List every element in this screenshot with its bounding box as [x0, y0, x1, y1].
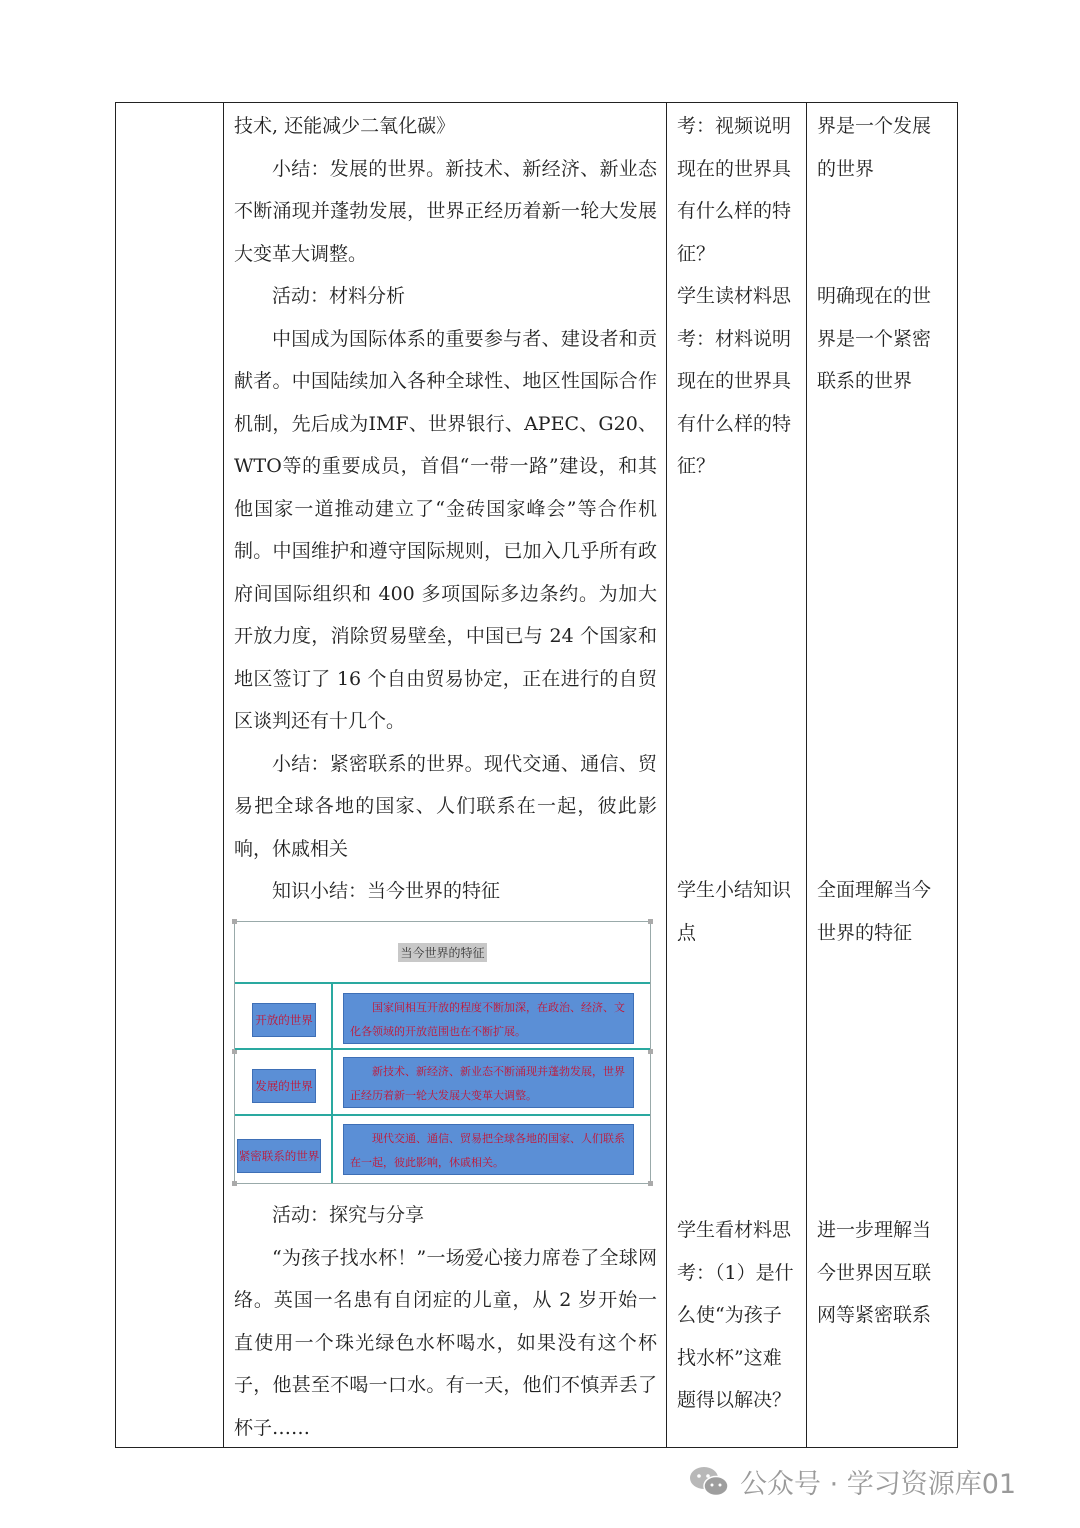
- summary-paragraph: 小结：紧密联系的世界。现代交通、通信、贸易把全球各地的国家、人们联系在一起，彼此影响，休戚相关: [234, 752, 657, 860]
- knowledge-heading: 知识小结：当今世界的特征: [272, 880, 501, 902]
- feature-description: 国家间相互开放的程度不断加深，在政治、经济、文化各领域的开放范围也在不断扩展。: [343, 993, 634, 1044]
- student-activity: 学生看材料思考：（1）是什么使“为孩子找水杯”这难题得以解决？: [677, 1219, 794, 1411]
- feature-label: 开放的世界: [252, 1003, 316, 1037]
- activity-heading: 活动：探究与分享: [272, 1204, 425, 1226]
- watermark-text: 公众号 · 学习资源库01: [740, 1469, 1017, 1500]
- resize-handle: [232, 1181, 237, 1186]
- student-activity: 学生小结知识点: [677, 879, 792, 944]
- diagram-row-divider: [235, 1048, 650, 1050]
- feature-label: 发展的世界: [252, 1069, 316, 1103]
- design-intent: 进一步理解当今世界因互联网等紧密联系: [817, 1219, 932, 1326]
- resize-handle: [648, 1181, 653, 1186]
- world-features-diagram: [234, 921, 651, 1184]
- diagram-column-divider: [331, 982, 333, 1183]
- material-paragraph: 中国成为国际体系的重要参与者、建设者和贡献者。中国陆续加入各种全球性、地区性国际合作机制，先后成为IMF、世界银行、APEC、G20、WTO等的重要成员，首倡“一带一路”建设，和其他国家一道推动建立了“金砖国家峰会”等合作机制。中国维护和遵守国际规则，已加入几乎所有政府间国际组织和 400 多项国际多边条约。为加大开放力度，消除贸易壁垒，中国已与 24 个国家和地区签订了 16 个自由贸易协定，正在进行的自贸区谈判还有十几个。: [234, 327, 657, 732]
- diagram-title: 当今世界的特征: [398, 943, 486, 962]
- watermark: [688, 1462, 1016, 1501]
- design-intent: 明确现在的世界是一个紧密联系的世界: [817, 285, 932, 392]
- text-line: 技术, 还能减少二氧化碳》: [234, 115, 456, 137]
- column-divider: [806, 103, 807, 1447]
- feature-description: 现代交通、通信、贸易把全球各地的国家、人们联系在一起，彼此影响，休戚相关。: [343, 1124, 634, 1175]
- design-intent: 界是一个发展的世界: [817, 115, 932, 180]
- wechat-icon: [688, 1464, 730, 1500]
- activity-heading: 活动：材料分析: [272, 285, 406, 307]
- diagram-header: [235, 922, 650, 984]
- diagram-row-divider: [235, 1114, 650, 1116]
- column-divider: [223, 103, 224, 1447]
- design-intent: 全面理解当今世界的特征: [817, 879, 932, 944]
- teaching-process-top: [234, 105, 657, 913]
- student-activity: 考：视频说明现在的世界具有什么样的特征？: [677, 115, 792, 265]
- feature-description: 新技术、新经济、新业态不断涌现并蓬勃发展，世界正经历着新一轮大发展大变革大调整。: [343, 1057, 634, 1108]
- feature-label: 紧密联系的世界: [237, 1139, 321, 1173]
- lesson-plan-table: [115, 102, 958, 1448]
- column-divider: [666, 103, 667, 1447]
- story-paragraph: “为孩子找水杯！”一场爱心接力席卷了全球网络。英国一名患有自闭症的儿童，从 2 岁开始一直使用一个珠光绿色水杯喝水，如果没有这个杯子，他甚至不喝一口水。有一天，他们不慎弄丢了杯子……: [234, 1246, 657, 1439]
- teaching-process-bottom: [234, 1194, 657, 1449]
- student-activity: 学生读材料思考：材料说明现在的世界具有什么样的特征？: [677, 285, 792, 477]
- summary-paragraph: 小结：发展的世界。新技术、新经济、新业态不断涌现并蓬勃发展，世界正经历着新一轮大发展大变革大调整。: [234, 157, 657, 265]
